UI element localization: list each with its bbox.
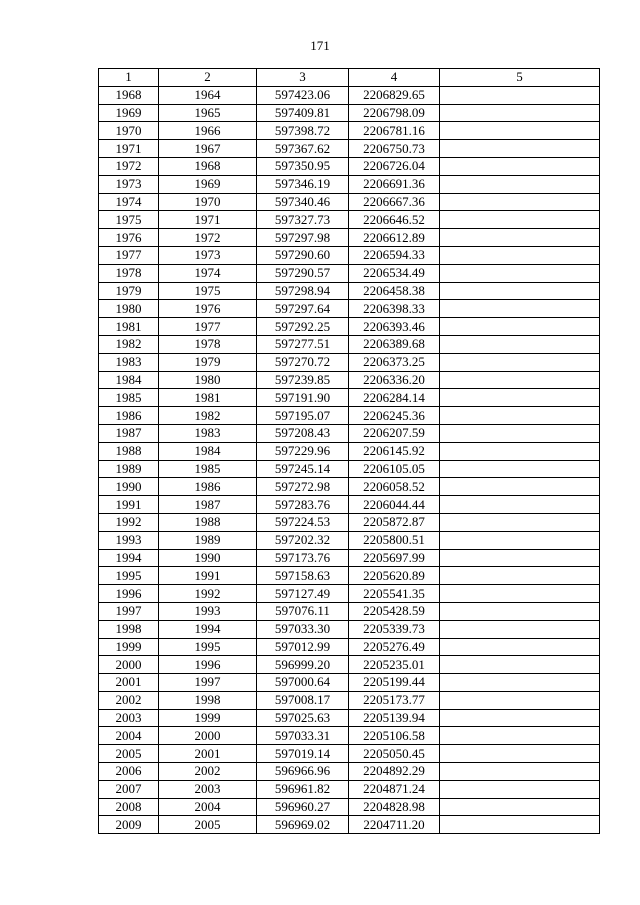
table-cell: 1989 bbox=[99, 460, 159, 478]
table-cell: 1974 bbox=[159, 264, 257, 282]
table-cell: 1968 bbox=[159, 157, 257, 175]
table-row bbox=[99, 691, 600, 709]
table-cell: 2205050.45 bbox=[349, 745, 440, 763]
table-cell: 1965 bbox=[159, 104, 257, 122]
table-cell: 2004 bbox=[99, 727, 159, 745]
table-row bbox=[99, 104, 600, 122]
table-row bbox=[99, 780, 600, 798]
table-cell: 1997 bbox=[159, 674, 257, 692]
table-cell: 2003 bbox=[159, 780, 257, 798]
table-cell: 1972 bbox=[159, 229, 257, 247]
table-cell: 1978 bbox=[159, 335, 257, 353]
table-cell: 597008.17 bbox=[257, 691, 349, 709]
table-cell bbox=[440, 638, 600, 656]
table-cell: 1989 bbox=[159, 531, 257, 549]
column-header: 5 bbox=[440, 69, 600, 87]
table-row bbox=[99, 478, 600, 496]
table-row bbox=[99, 763, 600, 781]
table-row bbox=[99, 442, 600, 460]
table-cell: 1992 bbox=[159, 585, 257, 603]
table-cell: 2206612.89 bbox=[349, 229, 440, 247]
table-cell: 2204828.98 bbox=[349, 798, 440, 816]
table-cell: 2005 bbox=[99, 745, 159, 763]
table-cell: 597195.07 bbox=[257, 407, 349, 425]
table-row bbox=[99, 745, 600, 763]
table-cell: 2205106.58 bbox=[349, 727, 440, 745]
table-cell: 2004 bbox=[159, 798, 257, 816]
table-cell: 1977 bbox=[159, 318, 257, 336]
table-cell: 1997 bbox=[99, 602, 159, 620]
table-row bbox=[99, 585, 600, 603]
table-cell: 1970 bbox=[159, 193, 257, 211]
table-cell: 2204871.24 bbox=[349, 780, 440, 798]
table-cell bbox=[440, 513, 600, 531]
table-cell bbox=[440, 407, 600, 425]
table-row bbox=[99, 513, 600, 531]
table-cell: 597019.14 bbox=[257, 745, 349, 763]
table-row bbox=[99, 567, 600, 585]
table-cell: 1995 bbox=[159, 638, 257, 656]
table-row bbox=[99, 460, 600, 478]
table-cell: 597208.43 bbox=[257, 424, 349, 442]
table-cell: 2205339.73 bbox=[349, 620, 440, 638]
table-cell: 1999 bbox=[99, 638, 159, 656]
table-row bbox=[99, 318, 600, 336]
table-cell: 597127.49 bbox=[257, 585, 349, 603]
table-cell: 2206145.92 bbox=[349, 442, 440, 460]
table-cell: 2204711.20 bbox=[349, 816, 440, 834]
table-cell: 1998 bbox=[159, 691, 257, 709]
table-row bbox=[99, 816, 600, 834]
table-cell: 1999 bbox=[159, 709, 257, 727]
table-cell bbox=[440, 140, 600, 158]
table-cell: 2009 bbox=[99, 816, 159, 834]
table-cell: 597298.94 bbox=[257, 282, 349, 300]
table-row bbox=[99, 193, 600, 211]
table-cell bbox=[440, 318, 600, 336]
table-cell bbox=[440, 674, 600, 692]
table-cell: 2205199.44 bbox=[349, 674, 440, 692]
table-cell: 597033.30 bbox=[257, 620, 349, 638]
coordinates-table bbox=[98, 68, 600, 834]
table-cell: 1971 bbox=[159, 211, 257, 229]
table-cell: 1986 bbox=[159, 478, 257, 496]
table-cell bbox=[440, 157, 600, 175]
table-cell: 2206458.38 bbox=[349, 282, 440, 300]
table-cell: 597327.73 bbox=[257, 211, 349, 229]
table-cell: 2206798.09 bbox=[349, 104, 440, 122]
table-cell bbox=[440, 531, 600, 549]
table-cell: 2206781.16 bbox=[349, 122, 440, 140]
table-row bbox=[99, 389, 600, 407]
table-cell: 2205697.99 bbox=[349, 549, 440, 567]
table-cell: 1978 bbox=[99, 264, 159, 282]
table-cell: 1982 bbox=[99, 335, 159, 353]
page-number: 171 bbox=[310, 38, 330, 53]
table-cell bbox=[440, 335, 600, 353]
table-row bbox=[99, 727, 600, 745]
table-row bbox=[99, 300, 600, 318]
table-cell: 1998 bbox=[99, 620, 159, 638]
table-cell: 1975 bbox=[159, 282, 257, 300]
table-cell: 2206646.52 bbox=[349, 211, 440, 229]
table-cell bbox=[440, 567, 600, 585]
table-cell: 1990 bbox=[159, 549, 257, 567]
table-cell: 2008 bbox=[99, 798, 159, 816]
table-cell bbox=[440, 478, 600, 496]
table-cell: 2005 bbox=[159, 816, 257, 834]
table-row bbox=[99, 264, 600, 282]
table-row bbox=[99, 175, 600, 193]
table-cell: 2206667.36 bbox=[349, 193, 440, 211]
table-cell: 1980 bbox=[99, 300, 159, 318]
table-cell: 2206726.04 bbox=[349, 157, 440, 175]
table-cell: 597076.11 bbox=[257, 602, 349, 620]
table-cell: 2205800.51 bbox=[349, 531, 440, 549]
table-cell: 596960.27 bbox=[257, 798, 349, 816]
table-cell: 1968 bbox=[99, 86, 159, 104]
table-row bbox=[99, 602, 600, 620]
table-cell: 597277.51 bbox=[257, 335, 349, 353]
table-cell: 1971 bbox=[99, 140, 159, 158]
table-cell: 1988 bbox=[159, 513, 257, 531]
table-cell: 2001 bbox=[99, 674, 159, 692]
table-cell: 1981 bbox=[159, 389, 257, 407]
table-cell: 2000 bbox=[159, 727, 257, 745]
column-header: 3 bbox=[257, 69, 349, 87]
table-cell bbox=[440, 264, 600, 282]
table-row bbox=[99, 496, 600, 514]
table-row bbox=[99, 211, 600, 229]
table-cell: 2205235.01 bbox=[349, 656, 440, 674]
table-cell: 597173.76 bbox=[257, 549, 349, 567]
table-cell: 1977 bbox=[99, 246, 159, 264]
table-cell: 596999.20 bbox=[257, 656, 349, 674]
table-cell: 1987 bbox=[99, 424, 159, 442]
table-row bbox=[99, 424, 600, 442]
table-cell: 1992 bbox=[99, 513, 159, 531]
table-row bbox=[99, 140, 600, 158]
table-cell: 2006 bbox=[99, 763, 159, 781]
table-cell bbox=[440, 460, 600, 478]
table-cell: 597272.98 bbox=[257, 478, 349, 496]
table-cell: 1969 bbox=[99, 104, 159, 122]
table-row bbox=[99, 122, 600, 140]
table-cell bbox=[440, 211, 600, 229]
table-cell bbox=[440, 496, 600, 514]
table-cell: 596969.02 bbox=[257, 816, 349, 834]
table-cell bbox=[440, 763, 600, 781]
table-cell: 1980 bbox=[159, 371, 257, 389]
table-cell: 1966 bbox=[159, 122, 257, 140]
table-cell: 2000 bbox=[99, 656, 159, 674]
table-cell: 1964 bbox=[159, 86, 257, 104]
table-cell: 2205541.35 bbox=[349, 585, 440, 603]
table-cell bbox=[440, 780, 600, 798]
table-cell: 1986 bbox=[99, 407, 159, 425]
table-cell: 1970 bbox=[99, 122, 159, 140]
table-cell: 1985 bbox=[159, 460, 257, 478]
table-cell bbox=[440, 300, 600, 318]
table-cell: 597000.64 bbox=[257, 674, 349, 692]
table-cell: 2205173.77 bbox=[349, 691, 440, 709]
table-row bbox=[99, 674, 600, 692]
table-cell bbox=[440, 691, 600, 709]
table-cell: 2206691.36 bbox=[349, 175, 440, 193]
table-cell: 597239.85 bbox=[257, 371, 349, 389]
table-row bbox=[99, 407, 600, 425]
table-cell: 597409.81 bbox=[257, 104, 349, 122]
table-cell: 1967 bbox=[159, 140, 257, 158]
table-cell: 2206750.73 bbox=[349, 140, 440, 158]
table-row bbox=[99, 282, 600, 300]
table-cell: 1984 bbox=[99, 371, 159, 389]
table-cell: 597350.95 bbox=[257, 157, 349, 175]
table-cell: 597367.62 bbox=[257, 140, 349, 158]
table-cell bbox=[440, 620, 600, 638]
table-cell: 1979 bbox=[99, 282, 159, 300]
table-cell bbox=[440, 104, 600, 122]
table-cell: 2002 bbox=[99, 691, 159, 709]
table-header-row bbox=[99, 69, 600, 87]
table-cell: 2204892.29 bbox=[349, 763, 440, 781]
table-cell: 1991 bbox=[159, 567, 257, 585]
table-cell bbox=[440, 246, 600, 264]
table-row bbox=[99, 798, 600, 816]
table-cell: 2205139.94 bbox=[349, 709, 440, 727]
table-cell: 2206389.68 bbox=[349, 335, 440, 353]
table-cell: 1987 bbox=[159, 496, 257, 514]
table-cell: 1995 bbox=[99, 567, 159, 585]
column-header: 1 bbox=[99, 69, 159, 87]
column-header: 4 bbox=[349, 69, 440, 87]
table-cell: 597292.25 bbox=[257, 318, 349, 336]
table-cell bbox=[440, 175, 600, 193]
table-cell: 1985 bbox=[99, 389, 159, 407]
table-cell: 596961.82 bbox=[257, 780, 349, 798]
table-row bbox=[99, 157, 600, 175]
table-cell: 597290.60 bbox=[257, 246, 349, 264]
table-cell: 2205620.89 bbox=[349, 567, 440, 585]
table-cell bbox=[440, 602, 600, 620]
table-cell: 1996 bbox=[159, 656, 257, 674]
table-cell bbox=[440, 86, 600, 104]
table-cell: 1981 bbox=[99, 318, 159, 336]
table-cell: 2206105.05 bbox=[349, 460, 440, 478]
table-cell: 1994 bbox=[99, 549, 159, 567]
table-cell bbox=[440, 656, 600, 674]
table-cell: 1976 bbox=[99, 229, 159, 247]
table-cell: 597346.19 bbox=[257, 175, 349, 193]
table-cell bbox=[440, 798, 600, 816]
table-cell: 1982 bbox=[159, 407, 257, 425]
table-cell: 2002 bbox=[159, 763, 257, 781]
table-cell: 1983 bbox=[99, 353, 159, 371]
table-cell: 1972 bbox=[99, 157, 159, 175]
table-cell: 2206336.20 bbox=[349, 371, 440, 389]
table-cell: 2205428.59 bbox=[349, 602, 440, 620]
table-cell bbox=[440, 709, 600, 727]
table-cell: 2206207.59 bbox=[349, 424, 440, 442]
table-cell: 1990 bbox=[99, 478, 159, 496]
table-cell: 2206058.52 bbox=[349, 478, 440, 496]
table-cell: 2003 bbox=[99, 709, 159, 727]
table-row bbox=[99, 353, 600, 371]
table-cell: 2206044.44 bbox=[349, 496, 440, 514]
table-cell bbox=[440, 816, 600, 834]
table-cell: 597290.57 bbox=[257, 264, 349, 282]
table-row bbox=[99, 531, 600, 549]
table-row bbox=[99, 656, 600, 674]
table-cell: 2206829.65 bbox=[349, 86, 440, 104]
table-row bbox=[99, 86, 600, 104]
table-cell bbox=[440, 424, 600, 442]
table-cell: 597398.72 bbox=[257, 122, 349, 140]
table-cell: 597245.14 bbox=[257, 460, 349, 478]
table-cell: 597229.96 bbox=[257, 442, 349, 460]
table-cell: 1973 bbox=[159, 246, 257, 264]
table-cell bbox=[440, 193, 600, 211]
table-cell: 597012.99 bbox=[257, 638, 349, 656]
table-body bbox=[99, 86, 600, 833]
table-cell: 597191.90 bbox=[257, 389, 349, 407]
table-row bbox=[99, 371, 600, 389]
table-cell: 597283.76 bbox=[257, 496, 349, 514]
table-cell bbox=[440, 389, 600, 407]
table-cell: 2206594.33 bbox=[349, 246, 440, 264]
table-cell: 2206245.36 bbox=[349, 407, 440, 425]
table-cell: 2206534.49 bbox=[349, 264, 440, 282]
table-cell: 597297.98 bbox=[257, 229, 349, 247]
table-cell: 2001 bbox=[159, 745, 257, 763]
table-row bbox=[99, 549, 600, 567]
table-cell: 597158.63 bbox=[257, 567, 349, 585]
table-cell: 1996 bbox=[99, 585, 159, 603]
table-cell: 1993 bbox=[99, 531, 159, 549]
column-header: 2 bbox=[159, 69, 257, 87]
table-row bbox=[99, 229, 600, 247]
table-cell: 1984 bbox=[159, 442, 257, 460]
table-cell: 1993 bbox=[159, 602, 257, 620]
table-cell: 2206284.14 bbox=[349, 389, 440, 407]
table-cell: 1983 bbox=[159, 424, 257, 442]
table-cell: 1969 bbox=[159, 175, 257, 193]
table-cell bbox=[440, 727, 600, 745]
table-cell: 1994 bbox=[159, 620, 257, 638]
table-cell: 2205872.87 bbox=[349, 513, 440, 531]
table-row bbox=[99, 246, 600, 264]
table-row bbox=[99, 638, 600, 656]
table-cell: 2206393.46 bbox=[349, 318, 440, 336]
table-cell bbox=[440, 371, 600, 389]
table-cell bbox=[440, 282, 600, 300]
table-cell: 1974 bbox=[99, 193, 159, 211]
table-cell bbox=[440, 745, 600, 763]
table-cell: 597297.64 bbox=[257, 300, 349, 318]
table-cell: 1991 bbox=[99, 496, 159, 514]
table-cell: 597224.53 bbox=[257, 513, 349, 531]
table-cell: 2007 bbox=[99, 780, 159, 798]
table-cell: 1979 bbox=[159, 353, 257, 371]
table-cell bbox=[440, 353, 600, 371]
table-cell: 2206373.25 bbox=[349, 353, 440, 371]
table-cell bbox=[440, 549, 600, 567]
table-cell: 597423.06 bbox=[257, 86, 349, 104]
table-cell: 1988 bbox=[99, 442, 159, 460]
table-cell: 1973 bbox=[99, 175, 159, 193]
table-cell: 597033.31 bbox=[257, 727, 349, 745]
table-cell: 597340.46 bbox=[257, 193, 349, 211]
table-row bbox=[99, 709, 600, 727]
table-cell: 1976 bbox=[159, 300, 257, 318]
table-cell: 1975 bbox=[99, 211, 159, 229]
table-cell bbox=[440, 585, 600, 603]
table-cell: 596966.96 bbox=[257, 763, 349, 781]
table-cell bbox=[440, 229, 600, 247]
table-cell: 2205276.49 bbox=[349, 638, 440, 656]
table-cell: 597025.63 bbox=[257, 709, 349, 727]
table-cell: 2206398.33 bbox=[349, 300, 440, 318]
table-cell bbox=[440, 122, 600, 140]
table-cell bbox=[440, 442, 600, 460]
table-cell: 597202.32 bbox=[257, 531, 349, 549]
table-cell: 597270.72 bbox=[257, 353, 349, 371]
table-row bbox=[99, 335, 600, 353]
table-row bbox=[99, 620, 600, 638]
